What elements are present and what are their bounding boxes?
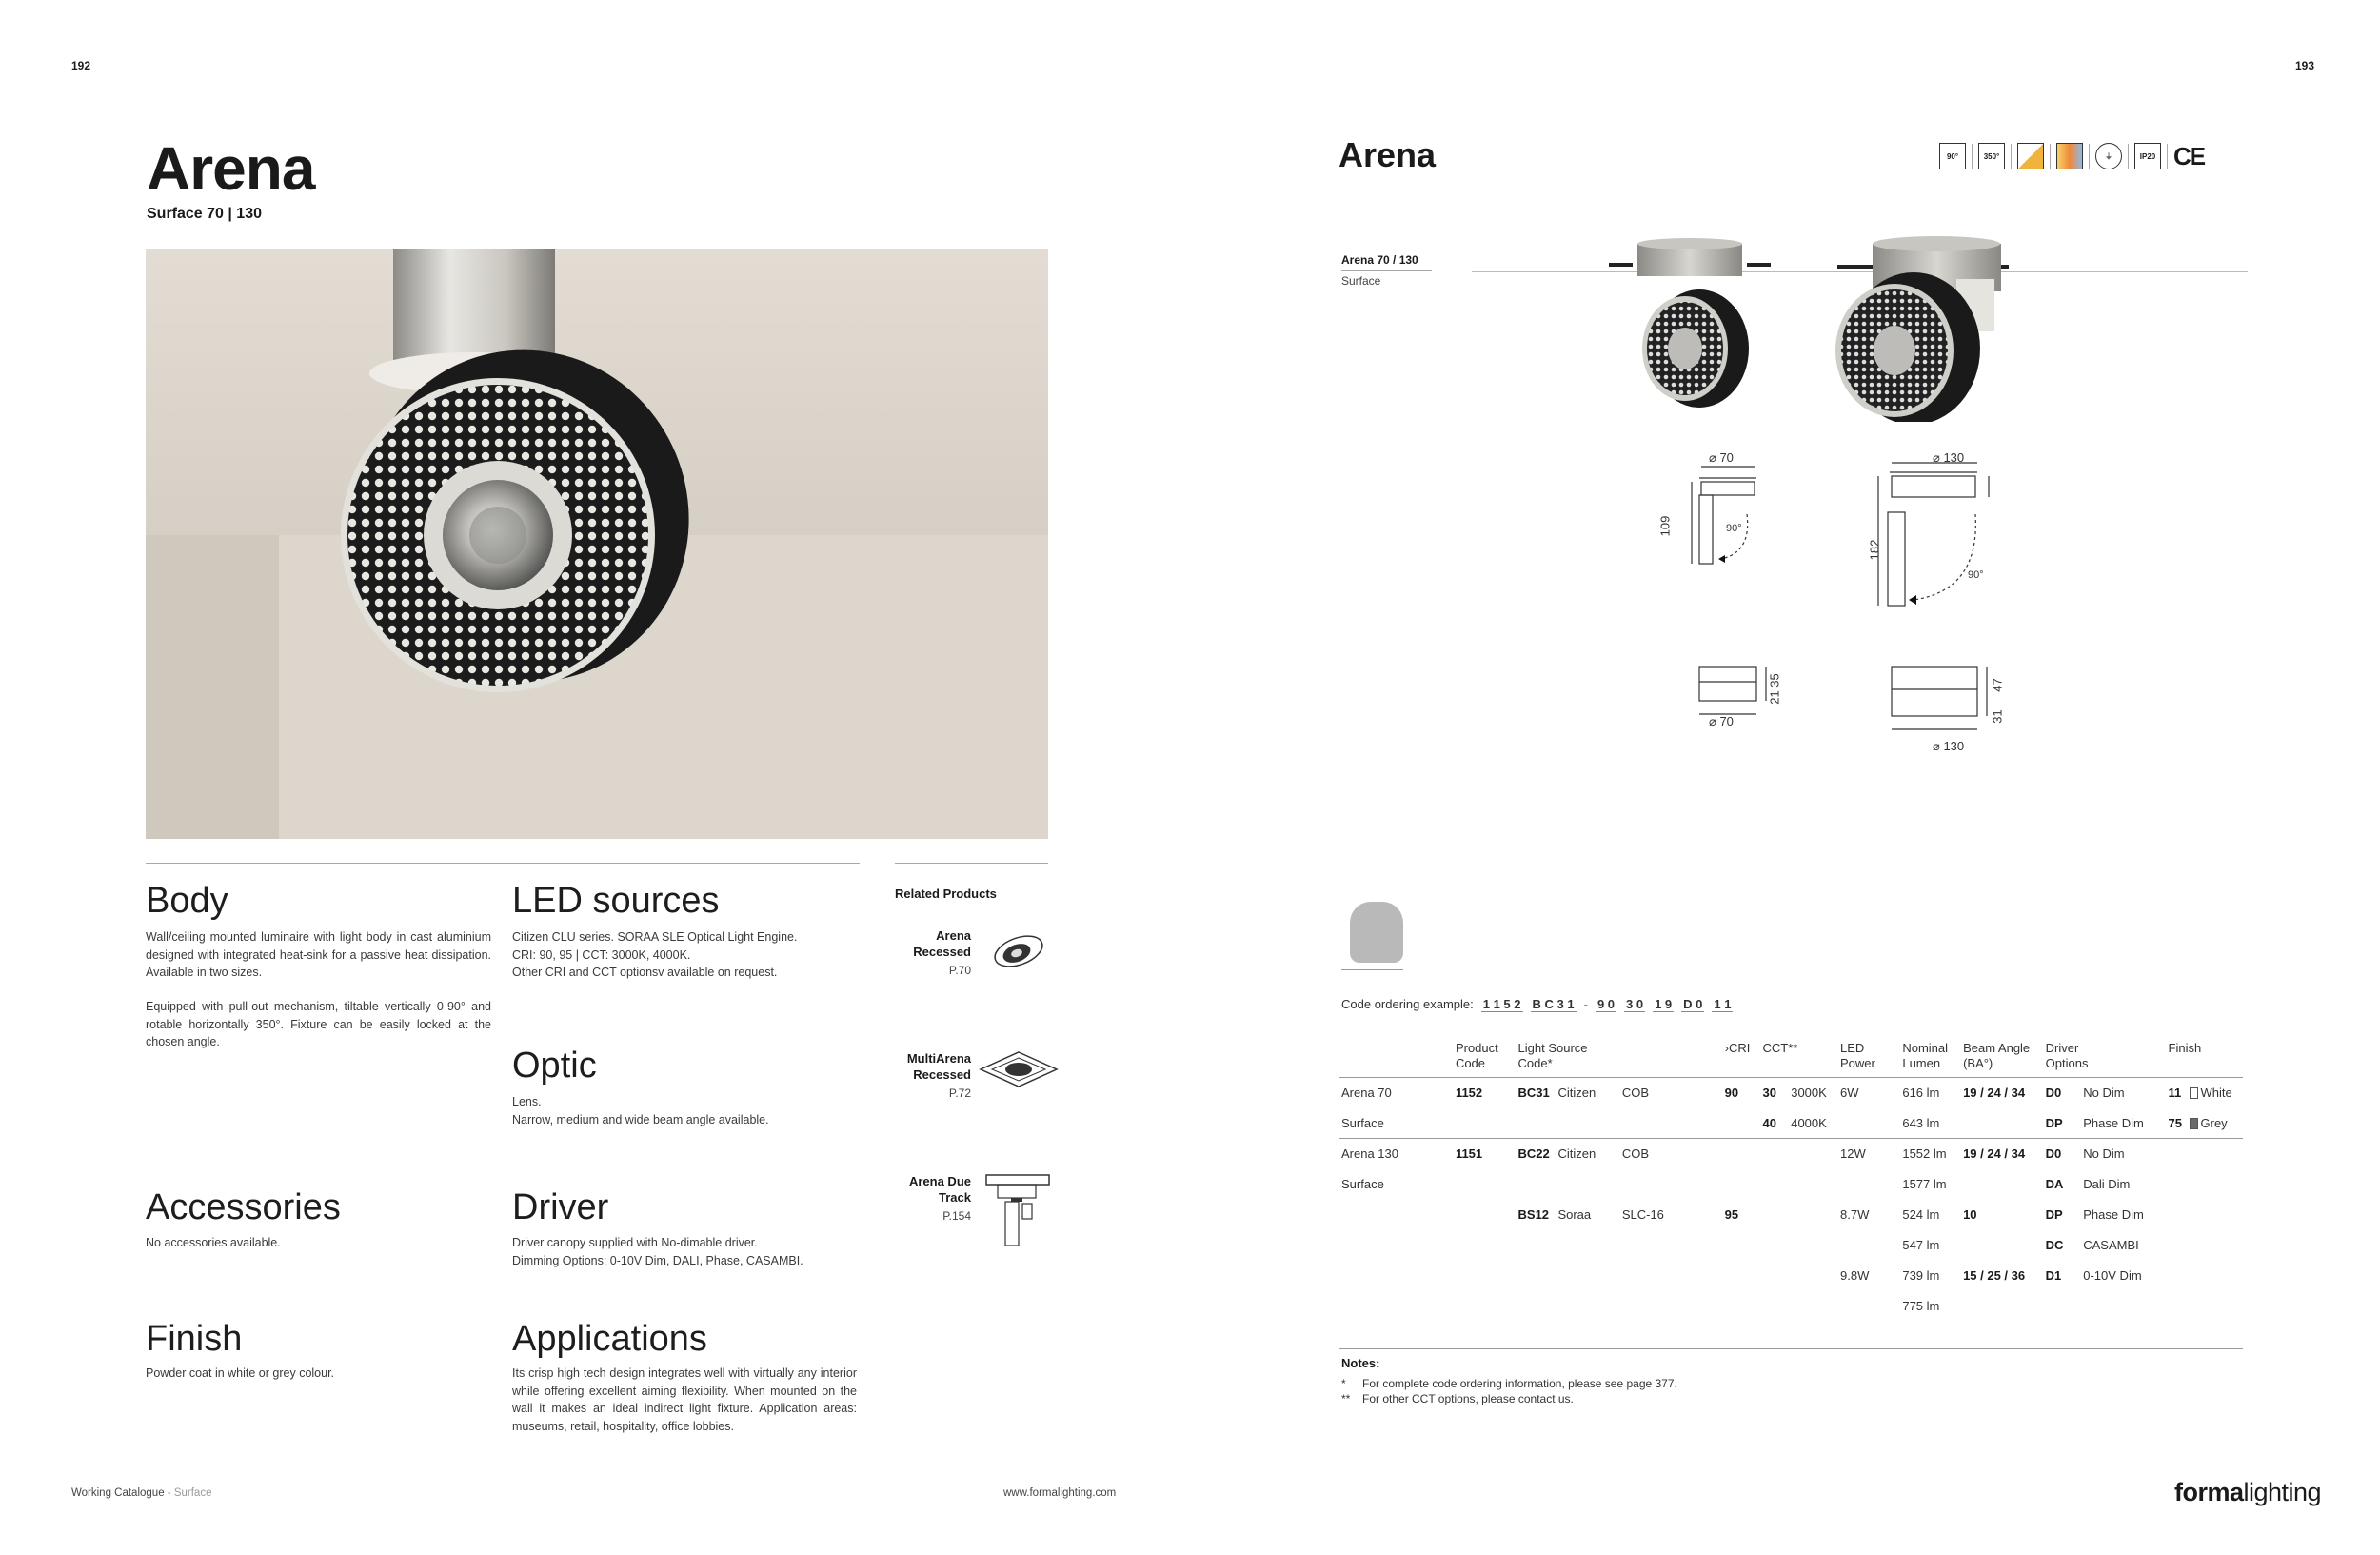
table-cell: Citizen <box>1557 1146 1597 1162</box>
table-cell <box>1339 1261 1453 1291</box>
table-cell <box>1788 1139 1837 1169</box>
table-cell: 524 lm <box>1902 1207 1940 1222</box>
table-row <box>1339 1261 2243 1291</box>
footer-website-link[interactable]: www.formalighting.com <box>1003 1487 1117 1499</box>
table-cell <box>1619 1291 1722 1322</box>
table-cell <box>1619 1108 1722 1139</box>
beam-angle-icon <box>2017 143 2044 169</box>
table-cell: 30 <box>1762 1086 1776 1101</box>
certification-icons <box>1939 143 2204 169</box>
led-heading: LED sources <box>512 881 720 921</box>
table-cell: 19 / 24 / 34 <box>1963 1086 2026 1101</box>
table-cell <box>2187 1139 2244 1169</box>
table-cell <box>2187 1261 2244 1291</box>
table-cell: 1151 <box>1455 1146 1483 1162</box>
ce-mark-icon: CE <box>2173 141 2205 170</box>
table-cell: BC22 <box>1517 1146 1550 1162</box>
body-text: Wall/ceiling mounted luminaire with light body in cast aluminium designed with integrated heat-sink for a passive heat dissipation. Available in two sizes. <box>146 930 491 979</box>
page-number-right: 193 <box>2295 59 2315 72</box>
table-cell <box>2166 1261 2187 1291</box>
accessories-text: No accessories available. <box>146 1236 281 1249</box>
section-divider <box>146 863 860 864</box>
white-swatch <box>2190 1087 2198 1099</box>
table-row <box>1339 1200 2243 1230</box>
table-cell: Phase Dim <box>2083 1115 2144 1130</box>
note-2: ** For other CCT options, please contact us. <box>1341 1392 1574 1405</box>
technical-drawings <box>1633 448 2033 762</box>
product-renders <box>1609 236 2009 422</box>
table-cell <box>1722 1230 1760 1261</box>
code-ordering-example: Code ordering example: 1 1 5 2 B C 3 1 - 9 0 3 0 1 9 D 0 1 1 <box>1341 997 1732 1011</box>
multiarena-recessed-icon <box>979 1050 1059 1088</box>
table-cell <box>1453 1291 1516 1322</box>
table-cell: 616 lm <box>1902 1086 1940 1101</box>
ordering-table <box>1339 1041 2243 1322</box>
finish-color-chip <box>1350 902 1403 963</box>
table-cell <box>1453 1169 1516 1200</box>
color-temperature-icon <box>2056 143 2083 169</box>
footer-catalogue: Working Catalogue - Surface <box>71 1487 212 1499</box>
table-row <box>1339 1078 2243 1108</box>
table-cell: COB <box>1621 1146 1649 1162</box>
table-cell <box>1837 1108 1899 1139</box>
earth-ground-icon: ⏚ <box>2095 143 2122 169</box>
table-cell <box>1453 1108 1516 1139</box>
table-cell <box>1759 1291 1788 1322</box>
dim-diameter-130-top: ⌀ 130 <box>1933 450 1965 465</box>
table-cell: Grey <box>2187 1108 2244 1139</box>
table-cell <box>1759 1230 1788 1261</box>
finish-text: Powder coat in white or grey colour. <box>146 1366 335 1380</box>
table-cell <box>1339 1200 1453 1230</box>
table-row <box>1339 1291 2243 1322</box>
header-product-code: Product Code <box>1453 1041 1516 1078</box>
table-cell: 1152 <box>1455 1086 1483 1101</box>
header-product-name <box>1339 1041 1453 1078</box>
table-cell <box>1788 1291 1837 1322</box>
ip20-icon: IP20 <box>2134 143 2161 169</box>
table-cell: 6W <box>1840 1086 1859 1101</box>
table-cell: 9.8W <box>1840 1268 1870 1283</box>
table-cell <box>1619 1230 1722 1261</box>
variant-label: Arena 70 / 130 <box>1341 253 1418 267</box>
finish-heading: Finish <box>146 1319 243 1359</box>
table-cell: 95 <box>1724 1207 1739 1222</box>
table-cell <box>1788 1169 1837 1200</box>
table-cell: No Dim <box>2083 1086 2125 1101</box>
table-cell <box>1619 1169 1722 1200</box>
table-cell <box>1960 1291 2043 1322</box>
table-cell: SLC-16 <box>1621 1207 1664 1222</box>
table-cell <box>1960 1169 2043 1200</box>
dim-diameter-70-top: ⌀ 70 <box>1709 450 1734 465</box>
table-cell: 739 lm <box>1902 1268 1940 1283</box>
page-title: Arena <box>147 134 315 203</box>
chip-underline <box>1341 969 1403 970</box>
dim-height-47: 47 <box>1990 678 2005 692</box>
table-cell <box>1722 1169 1760 1200</box>
table-cell: BC31 <box>1517 1086 1550 1101</box>
table-cell: DP <box>2045 1115 2063 1130</box>
table-cell <box>1788 1200 1837 1230</box>
table-cell: 1577 lm <box>1902 1177 1947 1191</box>
applications-text: Its crisp high tech design integrates well with virtually any interior while offering excellent aiming flexibility. When mounted on the wall it makes an ideal indirect light fixture. Application areas: museums, retail, hospitality, office lobbies. <box>512 1366 857 1433</box>
header-beam-angle: Beam Angle (BA°) <box>1960 1041 2043 1078</box>
tilt-90-icon: 90° <box>1939 143 1966 169</box>
table-cell: 12W <box>1840 1146 1866 1162</box>
table-cell <box>2166 1291 2187 1322</box>
dim-height-21: 21 <box>1767 690 1782 705</box>
table-cell: D1 <box>2045 1268 2062 1283</box>
page-number-left: 192 <box>71 59 91 72</box>
table-cell <box>1453 1261 1516 1291</box>
body-text-2: Equipped with pull-out mechanism, tiltable vertically 0-90° and rotable horizontally 350°. Fixture can be easily locked at the chosen angle. <box>146 1000 491 1048</box>
header-cct: CCT** <box>1759 1041 1837 1078</box>
related-item-arena-due-track[interactable]: Arena Due Track P.154 <box>908 1174 971 1223</box>
table-row <box>1339 1169 2243 1200</box>
table-cell: Arena 130 <box>1341 1146 1398 1162</box>
variant-sub: Surface <box>1341 274 1381 288</box>
table-cell: White <box>2187 1078 2244 1108</box>
table-cell: 1552 lm <box>1902 1146 1947 1162</box>
table-cell: Citizen <box>1557 1086 1597 1101</box>
product-photo <box>146 249 1048 839</box>
table-cell <box>1759 1169 1788 1200</box>
table-cell <box>1555 1291 1618 1322</box>
table-cell: Surface <box>1341 1177 1384 1191</box>
header-led-power: LED Power <box>1837 1041 1899 1078</box>
table-cell <box>2187 1230 2244 1261</box>
rotate-350-icon: 350° <box>1978 143 2005 169</box>
table-cell <box>2166 1169 2187 1200</box>
table-header-row <box>1339 1041 2243 1078</box>
table-cell <box>1960 1108 2043 1139</box>
table-cell: 3000K <box>1791 1086 1827 1101</box>
table-cell <box>2187 1291 2244 1322</box>
optic-heading: Optic <box>512 1046 597 1086</box>
table-cell <box>1960 1230 2043 1261</box>
table-row <box>1339 1108 2243 1139</box>
dim-height-35: 35 <box>1767 673 1782 688</box>
table-cell: 0-10V Dim <box>2083 1268 2142 1283</box>
table-cell: 8.7W <box>1840 1207 1870 1222</box>
table-cell: 11 <box>2168 1086 2182 1101</box>
dim-height-31: 31 <box>1990 709 2005 724</box>
table-cell: 10 <box>1963 1207 1977 1222</box>
page-subtitle: Surface 70 | 130 <box>147 206 262 222</box>
table-cell <box>1619 1261 1722 1291</box>
dim-height-109: 109 <box>1657 515 1673 537</box>
applications-heading: Applications <box>512 1319 707 1359</box>
grey-swatch <box>2190 1118 2198 1129</box>
table-cell <box>1788 1230 1837 1261</box>
accessories-heading: Accessories <box>146 1187 341 1227</box>
body-heading: Body <box>146 881 228 921</box>
dim-height-182: 182 <box>1867 539 1882 561</box>
table-cell: DC <box>2045 1238 2064 1252</box>
header-lumen: Nominal Lumen <box>1899 1041 1960 1078</box>
table-cell: Surface <box>1341 1115 1384 1130</box>
table-cell: Phase Dim <box>2083 1207 2144 1222</box>
related-item-multiarena-recessed[interactable]: MultiArena Recessed P.72 <box>906 1051 971 1100</box>
dim-diameter-130-bottom: ⌀ 130 <box>1933 739 1965 753</box>
dim-angle-90-small: 90° <box>1726 523 1742 534</box>
related-item-arena-recessed[interactable]: Arena Recessed P.70 <box>913 928 971 977</box>
table-cell: COB <box>1621 1086 1649 1101</box>
table-cell: 19 / 24 / 34 <box>1963 1146 2026 1162</box>
table-cell <box>1722 1291 1760 1322</box>
variant-divider <box>1341 270 1432 271</box>
table-cell <box>2166 1230 2187 1261</box>
table-row <box>1339 1139 2243 1169</box>
table-row <box>1339 1230 2243 1261</box>
table-cell <box>2080 1291 2165 1322</box>
table-cell <box>1555 1261 1618 1291</box>
driver-heading: Driver <box>512 1187 609 1227</box>
table-cell <box>2187 1200 2244 1230</box>
table-cell <box>2043 1291 2081 1322</box>
table-cell: 547 lm <box>1902 1238 1940 1252</box>
table-cell <box>1516 1230 1556 1261</box>
notes-divider <box>1339 1348 2243 1349</box>
table-cell: DA <box>2045 1177 2064 1191</box>
led-text: Citizen CLU series. SORAA SLE Optical Light Engine. CRI: 90, 95 | CCT: 3000K, 4000K. Other CRI and CCT optionsv available on request. <box>512 930 798 979</box>
note-1: * For complete code ordering information, please see page 377. <box>1341 1377 1677 1390</box>
table-cell: Arena 70 <box>1341 1086 1392 1101</box>
table-cell <box>1759 1200 1788 1230</box>
table-cell <box>1837 1169 1899 1200</box>
header-cri: ›CRI <box>1722 1041 1760 1078</box>
table-cell: 4000K <box>1791 1115 1827 1130</box>
table-cell: 75 <box>2168 1115 2182 1130</box>
dim-angle-90-large: 90° <box>1968 569 1984 581</box>
header-finish: Finish <box>2166 1041 2243 1078</box>
table-cell: 90 <box>1724 1086 1739 1101</box>
table-cell <box>1516 1108 1556 1139</box>
table-cell: BS12 <box>1517 1207 1550 1222</box>
header-light-source: Light Source Code* <box>1516 1041 1722 1078</box>
table-cell <box>1837 1291 1899 1322</box>
table-cell: 40 <box>1762 1115 1776 1130</box>
table-cell: Soraa <box>1557 1207 1592 1222</box>
optic-text: Lens. Narrow, medium and wide beam angle available. <box>512 1095 769 1126</box>
table-cell <box>1339 1230 1453 1261</box>
table-cell: 15 / 25 / 36 <box>1963 1268 2026 1283</box>
table-cell: D0 <box>2045 1146 2062 1162</box>
table-cell: CASAMBI <box>2083 1238 2139 1252</box>
arena-recessed-icon <box>990 930 1047 973</box>
table-cell <box>1759 1139 1788 1169</box>
table-cell <box>1516 1169 1556 1200</box>
driver-text: Driver canopy supplied with No-dimable driver. Dimming Options: 0-10V Dim, DALI, Phase, CASAMBI. <box>512 1236 803 1267</box>
table-cell <box>1339 1291 1453 1322</box>
related-products-heading: Related Products <box>895 887 997 901</box>
table-cell: No Dim <box>2083 1146 2125 1162</box>
table-cell <box>1555 1108 1618 1139</box>
table-cell <box>1516 1291 1556 1322</box>
arena-due-track-icon <box>984 1171 1053 1251</box>
table-cell <box>1759 1261 1788 1291</box>
table-cell <box>1722 1139 1760 1169</box>
table-cell: D0 <box>2045 1086 2062 1101</box>
table-cell: Dali Dim <box>2083 1177 2131 1191</box>
product-title-right: Arena <box>1339 135 1437 174</box>
table-cell: DP <box>2045 1207 2063 1222</box>
table-cell <box>1722 1108 1760 1139</box>
related-divider <box>895 863 1048 864</box>
table-cell <box>1555 1169 1618 1200</box>
brand-logo: formalighting <box>2174 1478 2322 1506</box>
table-cell <box>1837 1230 1899 1261</box>
table-cell <box>1788 1261 1837 1291</box>
table-cell <box>2166 1139 2187 1169</box>
table-cell: 643 lm <box>1902 1115 1940 1130</box>
dim-diameter-70-bottom: ⌀ 70 <box>1709 714 1734 728</box>
table-cell <box>2166 1200 2187 1230</box>
table-cell <box>1453 1200 1516 1230</box>
table-cell <box>1555 1230 1618 1261</box>
table-cell <box>2187 1169 2244 1200</box>
table-cell <box>1516 1261 1556 1291</box>
table-cell: 775 lm <box>1902 1299 1940 1313</box>
header-driver: Driver Options <box>2043 1041 2166 1078</box>
table-cell <box>1722 1261 1760 1291</box>
table-cell <box>1453 1230 1516 1261</box>
notes-heading: Notes: <box>1341 1356 1380 1370</box>
